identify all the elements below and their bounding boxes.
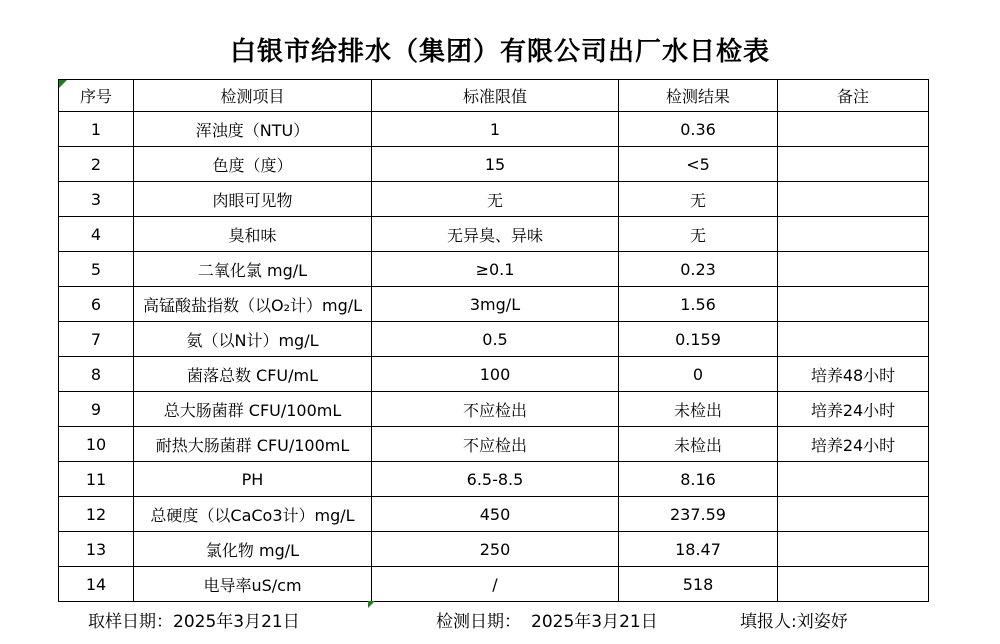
row-result: 518	[619, 567, 778, 602]
row-no: 13	[59, 532, 134, 567]
row-no: 6	[59, 287, 134, 322]
row-limit: 6.5-8.5	[372, 462, 619, 497]
row-remark	[778, 567, 929, 602]
testing-date-field	[436, 607, 658, 632]
row-item: 二氧化氯 mg/L	[134, 252, 372, 287]
row-limit: 无	[372, 182, 619, 217]
table-row	[59, 462, 929, 497]
reporter-field	[740, 607, 848, 632]
testing-date-label: 检测日期：	[436, 612, 521, 632]
row-result: <5	[619, 147, 778, 182]
row-item: 总硬度（以CaCo3计）mg/L	[134, 497, 372, 532]
row-limit: 100	[372, 357, 619, 392]
row-remark	[778, 532, 929, 567]
row-remark	[778, 147, 929, 182]
row-remark	[778, 112, 929, 147]
table-row	[59, 357, 929, 392]
testing-date-value: 2025年3月21日	[531, 612, 658, 632]
page-title: 白银市给排水（集团）有限公司出厂水日检表	[229, 37, 770, 67]
table-row	[59, 497, 929, 532]
row-no: 9	[59, 392, 134, 427]
table-row	[59, 147, 929, 182]
row-item: 色度（度）	[134, 147, 372, 182]
row-item: 臭和味	[134, 217, 372, 252]
row-result: 1.56	[619, 287, 778, 322]
header-row	[59, 80, 929, 112]
row-remark	[778, 462, 929, 497]
reporter-name: 刘姿妤	[796, 612, 848, 632]
row-limit: /	[372, 567, 619, 602]
row-limit: 不应检出	[372, 427, 619, 462]
footer	[0, 607, 1000, 631]
row-remark: 培养24小时	[778, 427, 929, 462]
row-limit: 1	[372, 112, 619, 147]
row-result: 无	[619, 182, 778, 217]
table-row	[59, 112, 929, 147]
row-no: 4	[59, 217, 134, 252]
column-header-no: 序号	[59, 80, 134, 112]
row-result: 未检出	[619, 427, 778, 462]
table-row	[59, 252, 929, 287]
reporter-label: 填报人:	[740, 612, 797, 632]
row-no: 2	[59, 147, 134, 182]
row-no: 10	[59, 427, 134, 462]
row-result: 18.47	[619, 532, 778, 567]
row-result: 8.16	[619, 462, 778, 497]
table-row	[59, 532, 929, 567]
row-no: 7	[59, 322, 134, 357]
table-row	[59, 392, 929, 427]
row-remark	[778, 322, 929, 357]
row-limit: 不应检出	[372, 392, 619, 427]
row-item: 氯化物 mg/L	[134, 532, 372, 567]
row-remark	[778, 287, 929, 322]
row-item: 高锰酸盐指数（以O₂计）mg/L	[134, 287, 372, 322]
row-item: 氨（以N计）mg/L	[134, 322, 372, 357]
row-limit: 250	[372, 532, 619, 567]
row-no: 12	[59, 497, 134, 532]
column-header-item: 检测项目	[134, 80, 372, 112]
column-header-remark: 备注	[778, 80, 929, 112]
table-row	[59, 322, 929, 357]
column-header-limit: 标准限值	[372, 80, 619, 112]
row-no: 1	[59, 112, 134, 147]
row-item: 菌落总数 CFU/mL	[134, 357, 372, 392]
row-item: 浑浊度（NTU）	[134, 112, 372, 147]
row-remark: 培养48小时	[778, 357, 929, 392]
row-limit: ≥0.1	[372, 252, 619, 287]
sampling-date-value: 2025年3月21日	[173, 612, 300, 632]
row-limit: 3mg/L	[372, 287, 619, 322]
table-row	[59, 567, 929, 602]
row-remark	[778, 217, 929, 252]
row-result: 0.159	[619, 322, 778, 357]
row-item: 总大肠菌群 CFU/100mL	[134, 392, 372, 427]
row-remark	[778, 497, 929, 532]
row-no: 3	[59, 182, 134, 217]
table-row	[59, 427, 929, 462]
row-limit: 15	[372, 147, 619, 182]
table-row	[59, 217, 929, 252]
row-remark: 培养24小时	[778, 392, 929, 427]
row-result: 无	[619, 217, 778, 252]
sampling-date-label: 取样日期：	[88, 612, 173, 632]
row-result: 0.36	[619, 112, 778, 147]
sampling-date-field	[88, 607, 300, 632]
table-row	[59, 287, 929, 322]
row-remark	[778, 252, 929, 287]
row-item: 电导率uS/cm	[134, 567, 372, 602]
row-no: 14	[59, 567, 134, 602]
row-no: 11	[59, 462, 134, 497]
row-result: 237.59	[619, 497, 778, 532]
row-result: 未检出	[619, 392, 778, 427]
row-item: PH	[134, 462, 372, 497]
row-result: 0	[619, 357, 778, 392]
inspection-table	[58, 79, 929, 602]
row-result: 0.23	[619, 252, 778, 287]
row-no: 5	[59, 252, 134, 287]
table-row	[59, 182, 929, 217]
row-limit: 无异臭、异味	[372, 217, 619, 252]
row-limit: 450	[372, 497, 619, 532]
row-item: 肉眼可见物	[134, 182, 372, 217]
column-header-result: 检测结果	[619, 80, 778, 112]
row-item: 耐热大肠菌群 CFU/100mL	[134, 427, 372, 462]
row-limit: 0.5	[372, 322, 619, 357]
row-remark	[778, 182, 929, 217]
row-no: 8	[59, 357, 134, 392]
